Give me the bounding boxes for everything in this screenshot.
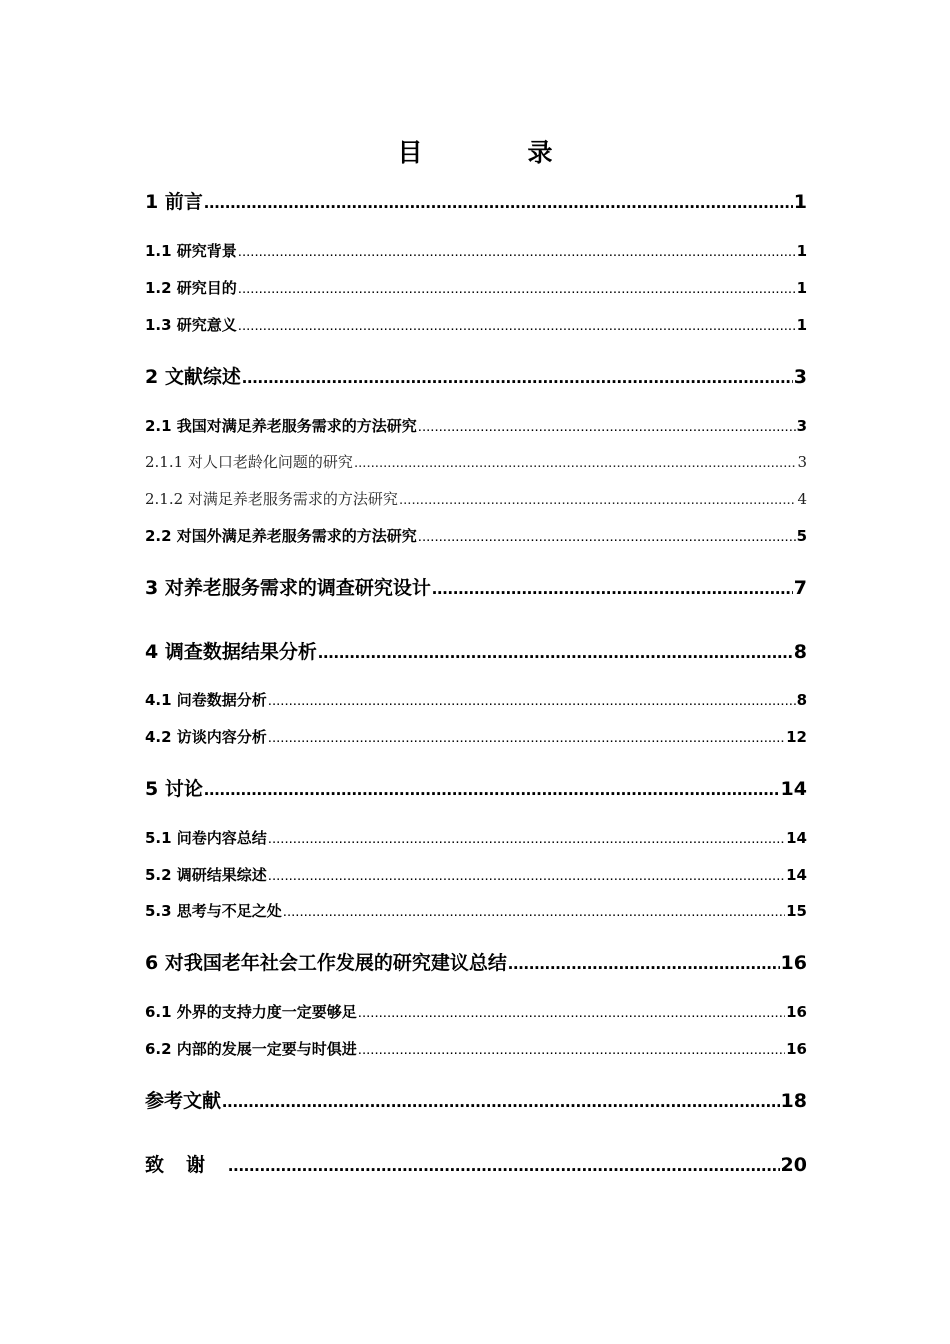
toc-page-number: 1 — [793, 191, 807, 213]
toc-entry-label: 6 对我国老年社会工作发展的研究建议总结 — [145, 952, 507, 974]
dot-leader — [228, 1155, 780, 1177]
dot-leader — [238, 243, 796, 260]
dot-leader — [204, 779, 780, 801]
dot-leader — [238, 317, 796, 334]
toc-entry-label: 5.2 调研结果综述 — [145, 866, 267, 884]
toc-entry-label: 2.1 我国对满足养老服务需求的方法研究 — [145, 417, 417, 435]
toc-page-number: 14 — [780, 778, 807, 800]
toc-entry-label: 5.1 问卷内容总结 — [145, 829, 267, 847]
dot-leader — [242, 367, 793, 389]
toc-entry-1-1[interactable] — [145, 240, 807, 262]
dot-leader — [354, 454, 797, 471]
toc-entry-label: 6.2 内部的发展一定要与时俱进 — [145, 1040, 357, 1058]
toc-entry-6-2[interactable] — [145, 1038, 807, 1060]
toc-entry-label: 1.1 研究背景 — [145, 242, 237, 260]
dot-leader — [508, 953, 780, 975]
toc-page-number: 3 — [793, 366, 807, 388]
dot-leader — [283, 903, 785, 920]
toc-page-number: 12 — [786, 728, 807, 746]
toc-entry-2[interactable] — [145, 362, 807, 390]
dot-leader — [418, 528, 796, 545]
dot-leader — [238, 280, 796, 297]
toc-entry-2-1-2[interactable] — [145, 488, 807, 510]
toc-entry-5-3[interactable] — [145, 900, 807, 922]
toc-page-number: 14 — [786, 829, 807, 847]
toc-entry-3[interactable] — [145, 573, 807, 601]
toc-entry-2-1[interactable] — [145, 415, 807, 437]
toc-entry-5-2[interactable] — [145, 864, 807, 886]
toc-entry-2-1-1[interactable] — [145, 451, 807, 473]
toc-entry-label: 6.1 外界的支持力度一定要够足 — [145, 1003, 357, 1021]
toc-page-number: 18 — [780, 1090, 807, 1112]
toc-page-number: 20 — [780, 1154, 807, 1176]
dot-leader — [432, 578, 793, 600]
toc-entry-6-1[interactable] — [145, 1001, 807, 1023]
toc-entry-label: 1 前言 — [145, 191, 203, 213]
toc-entry-2-2[interactable] — [145, 525, 807, 547]
toc-entry-acknowledgements[interactable] — [145, 1150, 807, 1178]
toc-entry-4-1[interactable] — [145, 689, 807, 711]
dot-leader — [268, 692, 796, 709]
dot-leader — [318, 642, 793, 664]
toc-page-number: 1 — [796, 279, 807, 297]
toc-entry-1[interactable] — [145, 187, 807, 215]
toc-entry-1-3[interactable] — [145, 314, 807, 336]
toc-entry-label: 2.1.1 对人口老龄化问题的研究 — [145, 453, 353, 471]
toc-page-number: 5 — [796, 527, 807, 545]
toc-entry-label: 1.2 研究目的 — [145, 279, 237, 297]
toc-page-number: 1 — [796, 242, 807, 260]
toc-entry-label: 4.2 访谈内容分析 — [145, 728, 267, 746]
dot-leader — [418, 418, 796, 435]
toc-entry-label: 5 讨论 — [145, 778, 203, 800]
toc-entry-label: 致谢 — [145, 1154, 228, 1176]
toc-entry-label: 4 调查数据结果分析 — [145, 641, 317, 663]
toc-entry-1-2[interactable] — [145, 277, 807, 299]
toc-page-number: 8 — [793, 641, 807, 663]
toc-page-number: 16 — [786, 1040, 807, 1058]
dot-leader — [358, 1004, 785, 1021]
toc-page-number: 3 — [796, 417, 807, 435]
toc-entry-5-1[interactable] — [145, 827, 807, 849]
toc-page-number: 7 — [793, 577, 807, 599]
dot-leader — [222, 1091, 780, 1113]
toc-entry-6[interactable] — [145, 948, 807, 976]
toc-entry-5[interactable] — [145, 774, 807, 802]
toc-entry-label: 4.1 问卷数据分析 — [145, 691, 267, 709]
dot-leader — [358, 1041, 785, 1058]
toc-title: 目 录 — [397, 138, 593, 167]
dot-leader — [399, 491, 797, 508]
toc-entry-label: 参考文献 — [145, 1090, 222, 1112]
toc-page-number: 15 — [786, 902, 807, 920]
toc-entry-label: 5.3 思考与不足之处 — [145, 902, 282, 920]
toc-page-number: 16 — [786, 1003, 807, 1021]
dot-leader — [268, 867, 785, 884]
toc-page-number: 3 — [797, 453, 807, 471]
dot-leader — [268, 830, 785, 847]
toc-page-number: 14 — [786, 866, 807, 884]
toc-page-number: 16 — [780, 952, 807, 974]
toc-page-number: 1 — [796, 316, 807, 334]
toc-entry-4-2[interactable] — [145, 726, 807, 748]
toc-entry-label: 2.1.2 对满足养老服务需求的方法研究 — [145, 490, 398, 508]
toc-entry-label: 2 文献综述 — [145, 366, 241, 388]
toc-entry-references[interactable] — [145, 1086, 807, 1114]
toc-page-number: 8 — [796, 691, 807, 709]
dot-leader — [268, 729, 785, 746]
toc-entry-label: 3 对养老服务需求的调查研究设计 — [145, 577, 431, 599]
toc-entry-label: 1.3 研究意义 — [145, 316, 237, 334]
toc-entry-4[interactable] — [145, 637, 807, 665]
dot-leader — [204, 192, 793, 214]
toc-page-number: 4 — [797, 490, 807, 508]
toc-entry-label: 2.2 对国外满足养老服务需求的方法研究 — [145, 527, 417, 545]
